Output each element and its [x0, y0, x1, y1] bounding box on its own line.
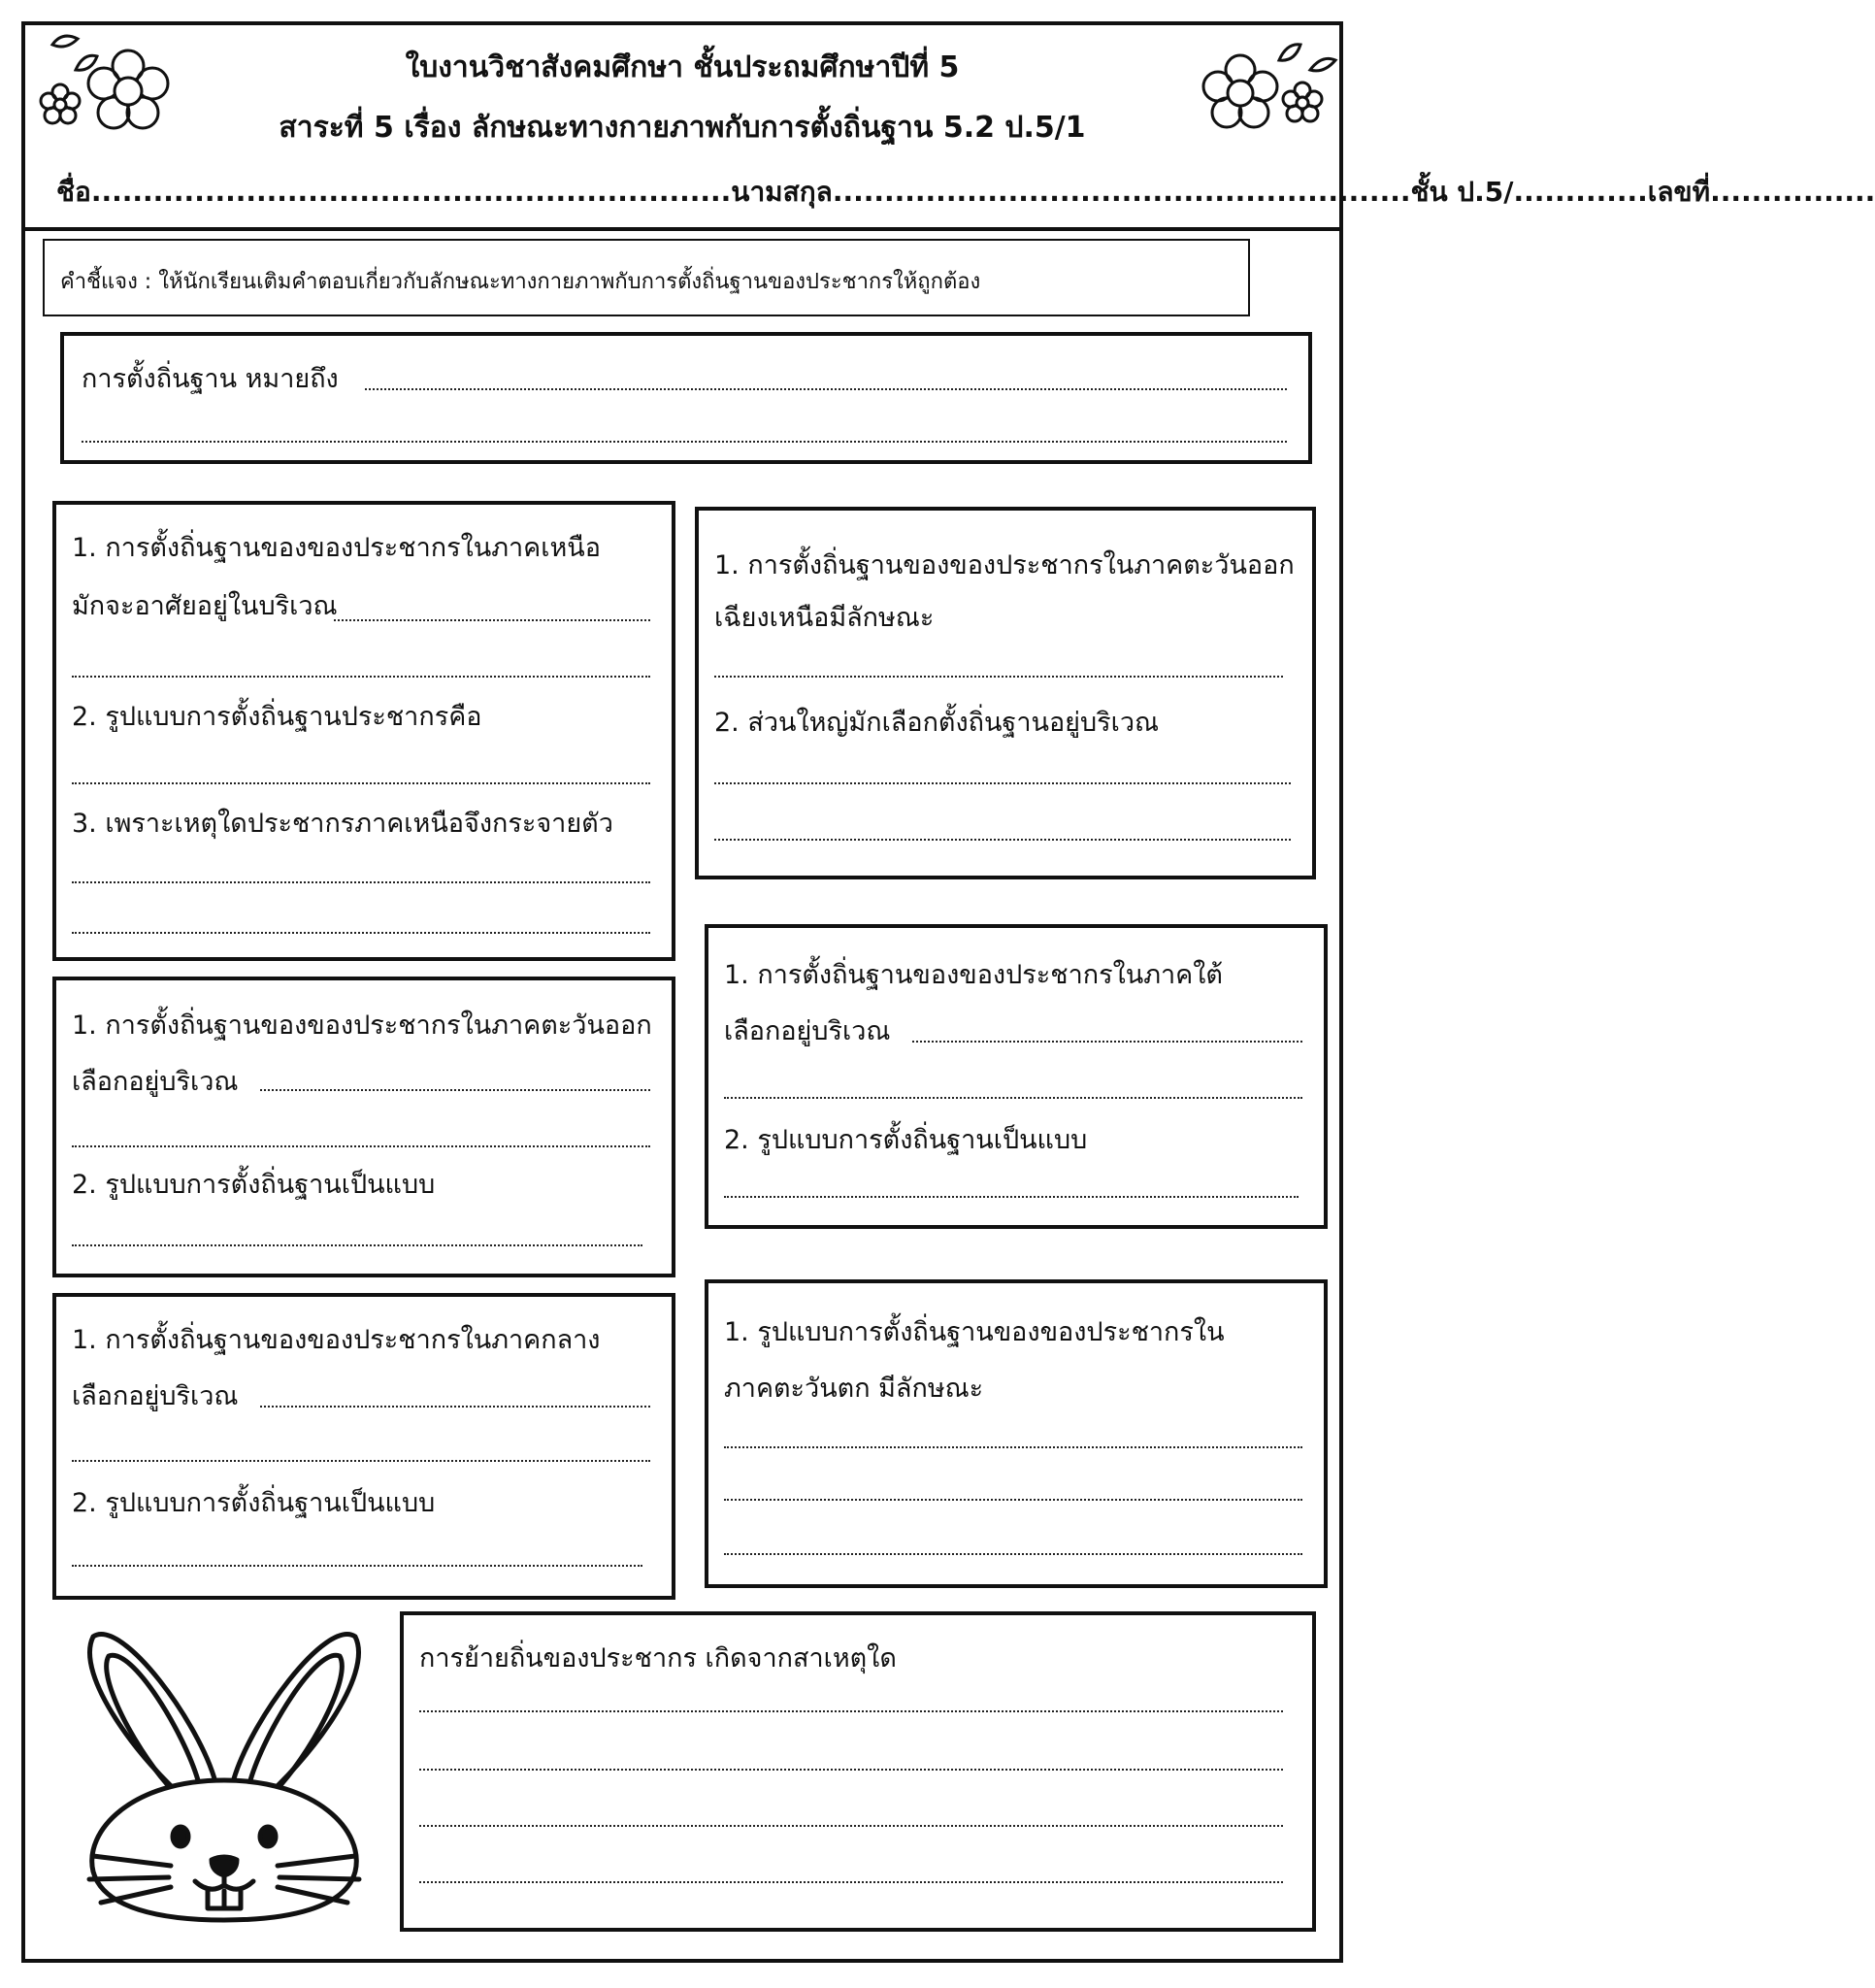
west-question-1-cont: ภาคตะวันตก มีลักษณะ — [724, 1374, 984, 1404]
northeast-question-2: 2. ส่วนใหญ่มักเลือกตั้งถิ่นฐานอยู่บริเวณ — [714, 708, 1160, 738]
answer-line[interactable] — [72, 1460, 650, 1462]
central-region-box — [52, 1293, 675, 1600]
worksheet-page — [21, 21, 1875, 1963]
answer-line[interactable] — [72, 782, 650, 784]
south-question-1-cont: เลือกอยู่บริเวณ — [724, 1016, 891, 1046]
north-question-1: 1. การตั้งถิ่นฐานของของประชากรในภาคเหนือ — [72, 533, 601, 563]
answer-line[interactable] — [365, 388, 1287, 390]
definition-prompt: การตั้งถิ่นฐาน หมายถึง — [82, 364, 339, 394]
answer-line[interactable] — [714, 676, 1283, 678]
flower-icon — [1186, 31, 1341, 138]
answer-line[interactable] — [260, 1406, 650, 1408]
northeast-question-1-cont: เฉียงเหนือมีลักษณะ — [714, 603, 935, 633]
answer-line[interactable] — [714, 839, 1291, 841]
worksheet-header — [25, 25, 1875, 231]
answer-line[interactable] — [419, 1710, 1283, 1712]
south-region-box — [705, 924, 1328, 1229]
north-question-1-cont: มักจะอาศัยอยู่ในบริเวณ — [72, 591, 338, 621]
northeast-region-box — [695, 507, 1316, 879]
student-info-line: ชื่อ..............................................................นามสกุล........................................................ชั้น ป.5/.............เลขที่................ — [56, 176, 1875, 208]
answer-line[interactable] — [72, 881, 650, 883]
east-question-2: 2. รูปแบบการตั้งถิ่นฐานเป็นแบบ — [72, 1170, 436, 1200]
migration-box — [400, 1611, 1316, 1932]
worksheet-title: ใบงานวิชาสังคมศึกษา ชั้นประถมศึกษาปีที่ 5 — [405, 50, 960, 84]
northeast-question-1: 1. การตั้งถิ่นฐานของของประชากรในภาคตะวันออก — [714, 550, 1295, 580]
answer-line[interactable] — [82, 441, 1287, 443]
worksheet-subtitle: สาระที่ 5 เรื่อง ลักษณะทางกายภาพกับการตั้งถิ่นฐาน 5.2 ป.5/1 — [279, 111, 1086, 145]
flower-icon — [33, 31, 188, 138]
north-region-box — [52, 501, 675, 961]
answer-line[interactable] — [724, 1553, 1302, 1555]
west-region-box — [705, 1279, 1328, 1588]
answer-line[interactable] — [419, 1825, 1283, 1827]
north-question-3: 3. เพราะเหตุใดประชากรภาคเหนือจึงกระจายตัว — [72, 809, 613, 839]
answer-line[interactable] — [714, 782, 1291, 784]
answer-line[interactable] — [724, 1196, 1299, 1198]
south-question-1: 1. การตั้งถิ่นฐานของของประชากรในภาคใต้ — [724, 960, 1223, 990]
answer-line[interactable] — [419, 1881, 1283, 1883]
west-question-1: 1. รูปแบบการตั้งถิ่นฐานของของประชากรใน — [724, 1317, 1225, 1347]
north-question-2: 2. รูปแบบการตั้งถิ่นฐานประชากรคือ — [72, 702, 482, 732]
answer-line[interactable] — [724, 1097, 1302, 1099]
instruction-text: คำชี้แจง : ให้นักเรียนเติมคำตอบเกี่ยวกับลักษณะทางกายภาพกับการตั้งถิ่นฐานของประชากรให้ถูกต้อง — [60, 270, 981, 294]
answer-line[interactable] — [72, 1145, 650, 1147]
answer-line[interactable] — [724, 1446, 1302, 1448]
bunny-icon — [54, 1617, 394, 1928]
central-question-1-cont: เลือกอยู่บริเวณ — [72, 1381, 239, 1411]
central-question-2: 2. รูปแบบการตั้งถิ่นฐานเป็นแบบ — [72, 1488, 436, 1518]
answer-line[interactable] — [912, 1041, 1302, 1043]
answer-line[interactable] — [260, 1089, 650, 1091]
answer-line[interactable] — [72, 676, 650, 678]
instruction-box — [43, 239, 1250, 316]
answer-line[interactable] — [72, 1244, 642, 1246]
east-region-box — [52, 977, 675, 1277]
definition-box — [60, 332, 1312, 464]
east-question-1: 1. การตั้งถิ่นฐานของของประชากรในภาคตะวันออก — [72, 1011, 652, 1041]
answer-line[interactable] — [419, 1769, 1283, 1771]
answer-line[interactable] — [72, 932, 650, 934]
east-question-1-cont: เลือกอยู่บริเวณ — [72, 1067, 239, 1097]
south-question-2: 2. รูปแบบการตั้งถิ่นฐานเป็นแบบ — [724, 1125, 1088, 1155]
migration-prompt: การย้ายถิ่นของประชากร เกิดจากสาเหตุใด — [419, 1643, 897, 1673]
central-question-1: 1. การตั้งถิ่นฐานของของประชากรในภาคกลาง — [72, 1325, 601, 1355]
answer-line[interactable] — [334, 619, 650, 621]
answer-line[interactable] — [724, 1499, 1302, 1501]
answer-line[interactable] — [72, 1565, 642, 1567]
